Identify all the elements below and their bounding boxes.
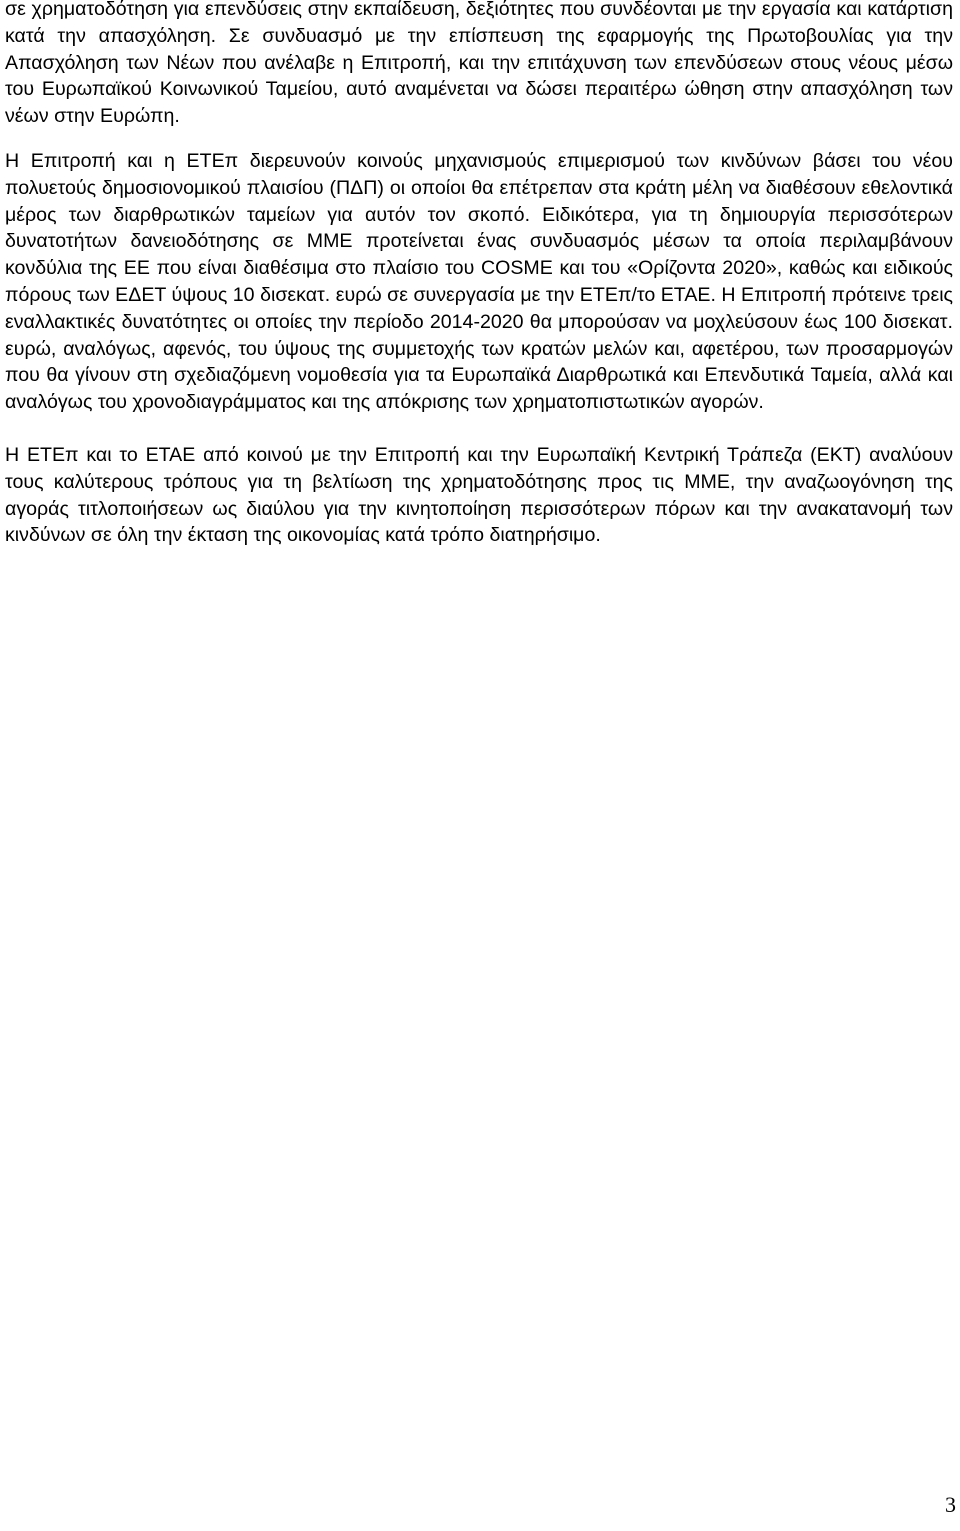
page-number: 3: [945, 1492, 956, 1517]
paragraph-sme-financing: Η ΕΤΕπ και το ΕΤΑΕ από κοινού με την Επιτροπή και την Ευρωπαϊκή Κεντρική Τράπεζα (ΕΚΤ) αναλύουν τους καλύτερους τρόπους για τη βελτίωση της χρηματοδότησης προς τις ΜΜΕ, την αναζωογόνηση της αγοράς τιτλοποιήσεων ως διαύλου για την κινητοποίηση περισσότερων πόρων και την ανακατανομή των κινδύνων σε όλη την έκταση της οικονομίας κατά τρόπο διατηρήσιμο.: [5, 443, 953, 547]
paragraph-risk-sharing: Η Επιτροπή και η ΕΤΕπ διερευνούν κοινούς μηχανισμούς επιμερισμού των κινδύνων βάσει του νέου πολυετούς δημοσιονομικού πλαισίου (ΠΔΠ) οι οποίοι θα επέτρεπαν στα κράτη μέλη να διαθέσουν εθελοντικά μέρος των διαρθρωτικών ταμείων για αυτόν τον σκοπό. Ειδικότερα, για τη δημιουργία περισσότερων δυνατοτήτων δανειοδότησης σε ΜΜΕ προτείνεται ένας συνδυασμός μέσων τα οποία περιλαμβάνουν κονδύλια της ΕΕ που είναι διαθέσιμα στο πλαίσιο του COSME και του «Ορίζοντα 2020», καθώς και ειδικούς πόρους των ΕΔΕΤ ύψους 10 δισεκατ. ευρώ σε συνεργασία με την ΕΤΕπ/το ΕΤΑΕ. Η Επιτροπή πρότεινε τρεις εναλλακτικές δυνατότητες οι οποίες την περίοδο 2014-2020 θα μπορούσαν να μοχλεύσουν έως 100 δισεκατ. ευρώ, αναλόγως, αφενός, του ύψους της συμμετοχής των κρατών μελών και, αφετέρου, των προσαρμογών που θα γίνουν στη σχεδιαζόμενη νομοθεσία για τα Ευρωπαϊκά Διαρθρωτικά και Επενδυτικά Ταμεία, αλλά και αναλόγως του χρονοδιαγράμματος και της απόκρισης των χρηματοπιστωτικών αγορών.: [5, 149, 953, 414]
document-body: [5, 0, 953, 549]
paragraph-youth-employment: σε χρηματοδότηση για επενδύσεις στην εκπαίδευση, δεξιότητες που συνδέονται με την εργασία και κατάρτιση κατά την απασχόληση. Σε συνδυασμό με την επίσπευση της εφαρμογής της Πρωτοβουλίας για την Απασχόληση των Νέων που ανέλαβε η Επιτροπή, και την επιτάχυνση των επενδύσεων στους νέους μέσω του Ευρωπαϊκού Κοινωνικού Ταμείου, αυτό αναμένεται να δώσει περαιτέρω ώθηση στην απασχόληση των νέων στην Ευρώπη.: [5, 0, 953, 128]
